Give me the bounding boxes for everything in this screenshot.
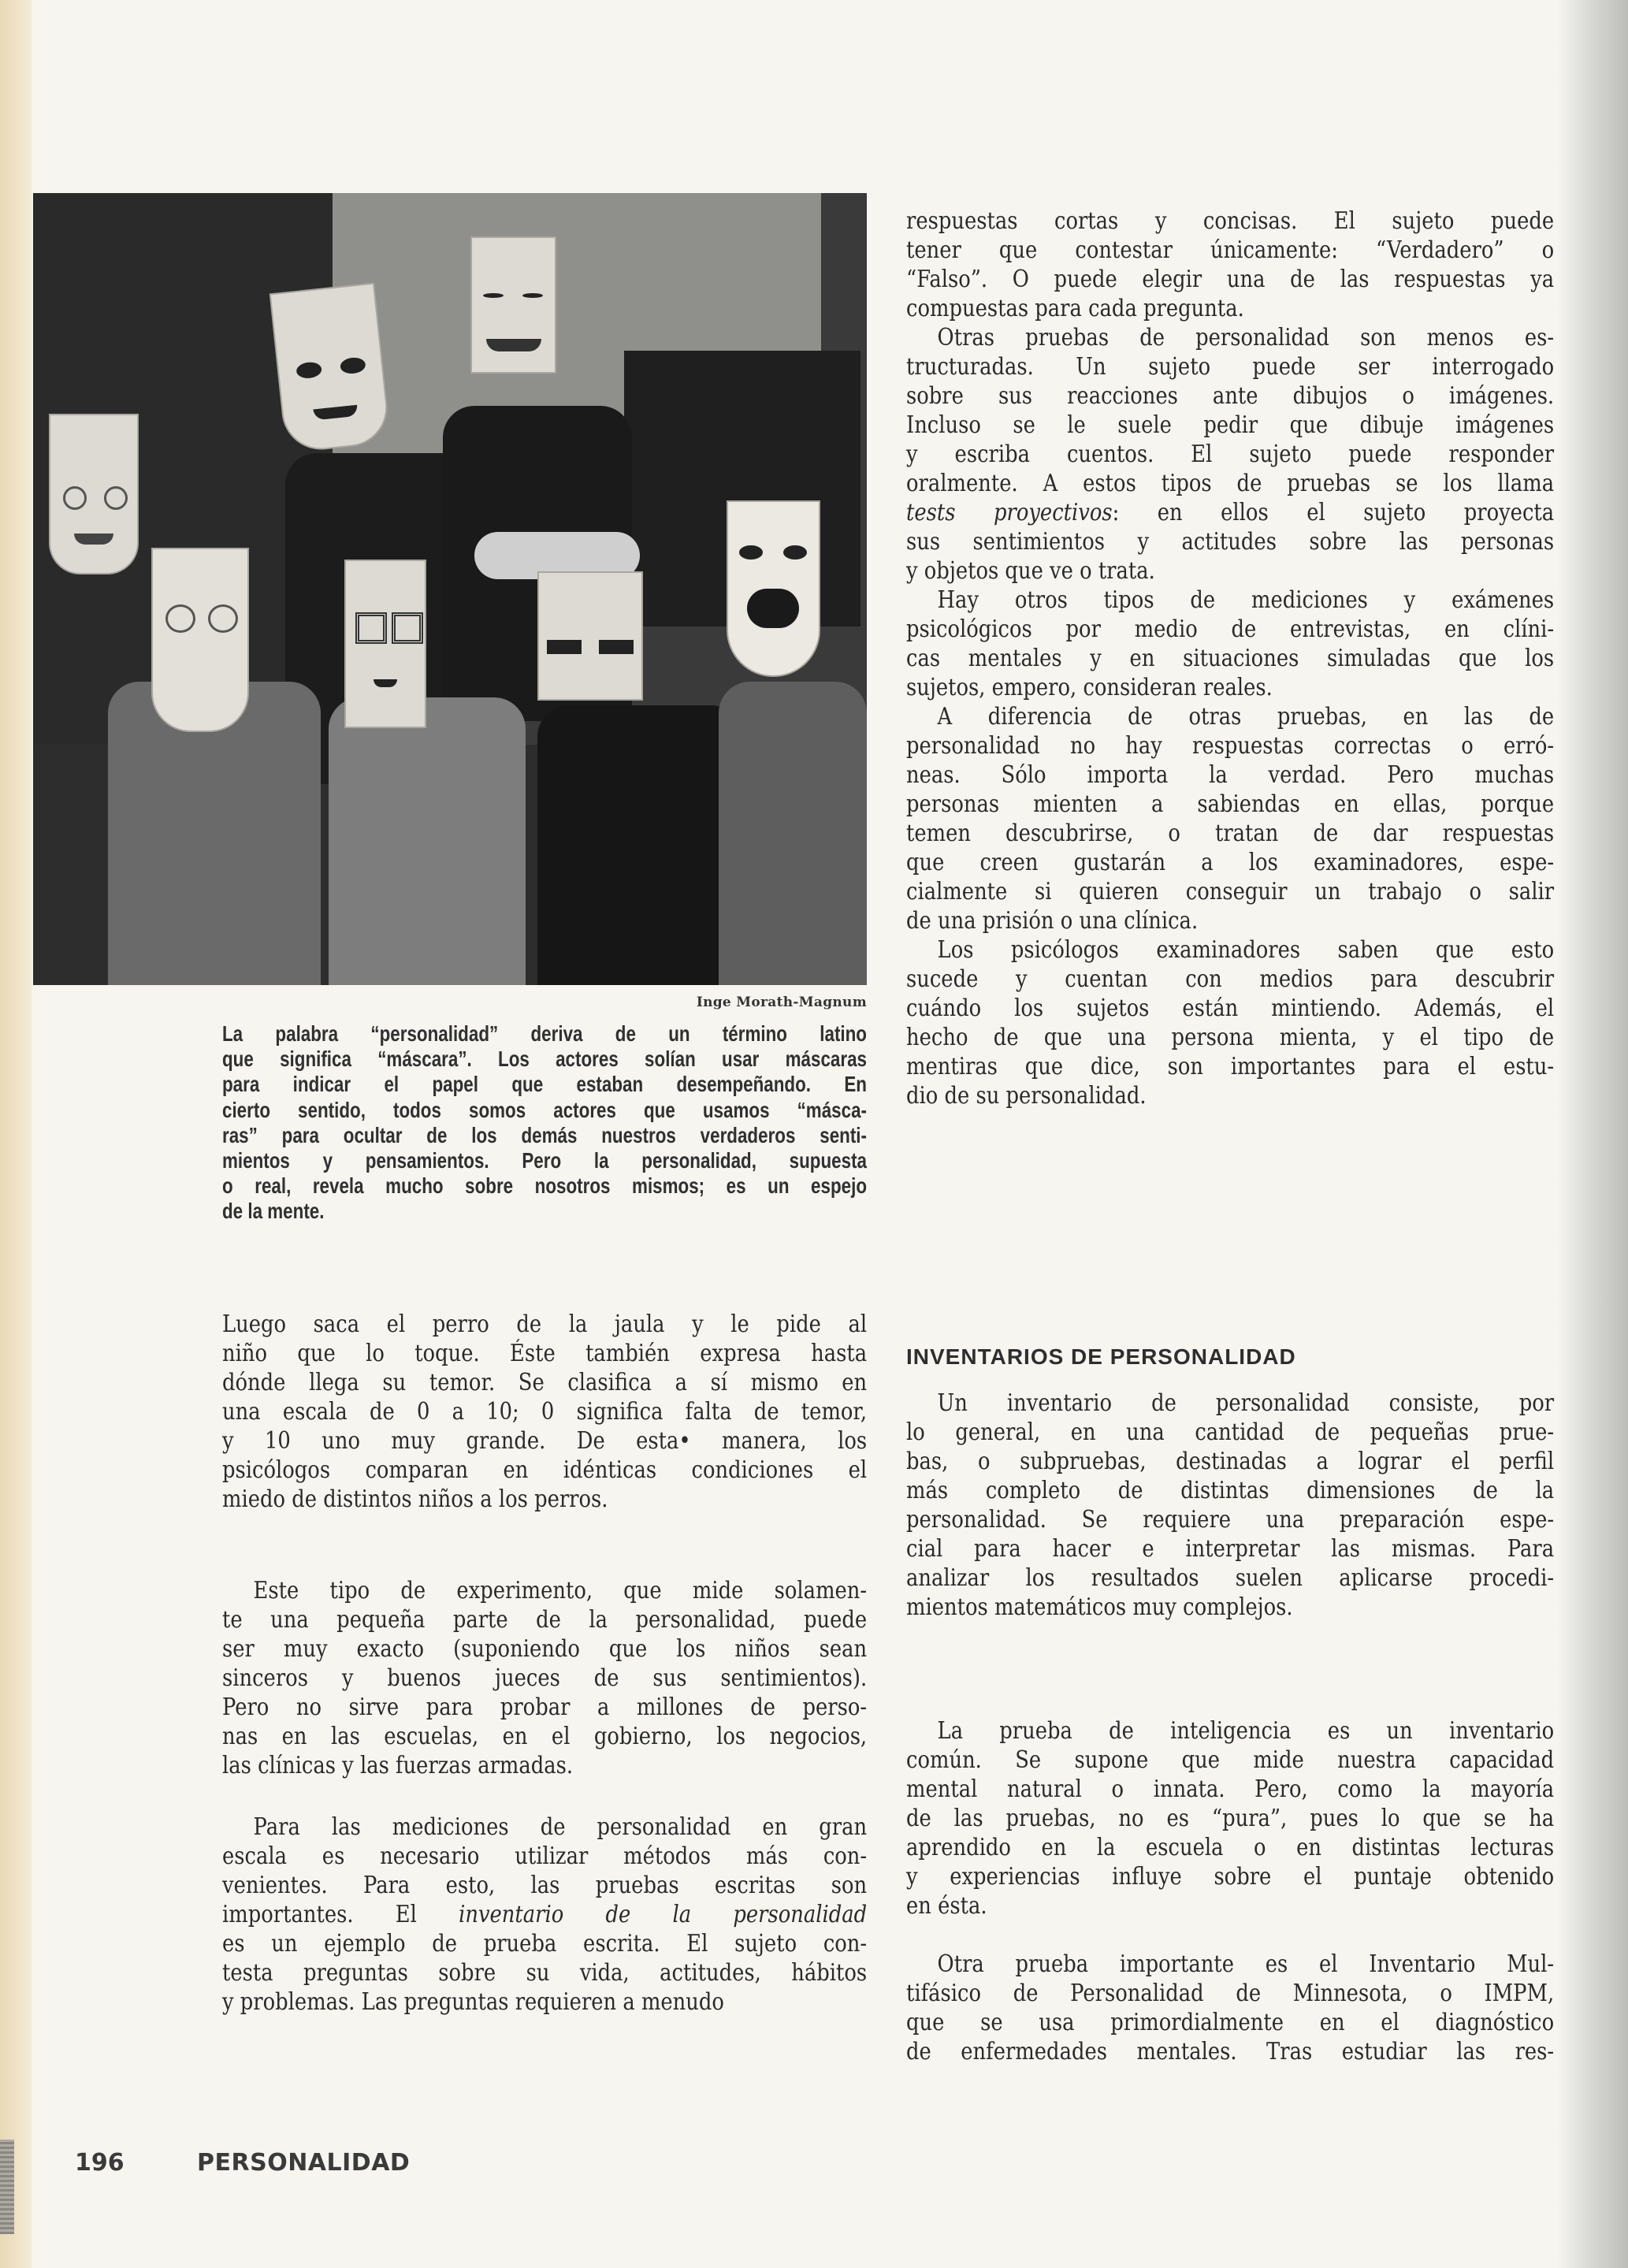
text-line: mientos matemáticos muy complejos. xyxy=(906,1593,1293,1621)
text-line: tifásico de Personalidad de Minnesota, o IMPM, xyxy=(906,1980,1555,2007)
caption-line: mientos y pensamientos. Pero la personalidad, supuesta xyxy=(222,1148,867,1173)
text-line: mentiras que dice, son importantes para el estu- xyxy=(906,1053,1555,1080)
text-fragment: importantes. El xyxy=(222,1901,459,1928)
text-line: Incluso se le suele pedir que dibuje imágenes xyxy=(906,411,1555,439)
section-heading: INVENTARIOS DE PERSONALIDAD xyxy=(906,1344,1296,1369)
text-line: las clínicas y las fuerzas armadas. xyxy=(222,1752,574,1779)
paper-bag-mask xyxy=(727,500,820,677)
text-line: una escala de 0 a 10; 0 significa falta de temor, xyxy=(222,1398,868,1426)
page-number: 196 xyxy=(75,2149,125,2177)
page-gutter-shadow xyxy=(1557,0,1628,2268)
text-line: cialmente si quieren conseguir un trabajo o salir xyxy=(906,878,1555,905)
text-line: miedo de distintos niños a los perros. xyxy=(222,1485,608,1513)
text-line: y escriba cuentos. El sujeto puede responder xyxy=(906,441,1555,468)
text-line: psicológicos por medio de entrevistas, en clíni- xyxy=(906,615,1555,643)
paper-bag-mask xyxy=(470,236,556,374)
text-line: es un ejemplo de prueba escrita. El sujeto con- xyxy=(222,1930,868,1958)
text-line: Los psicólogos examinadores saben que esto xyxy=(937,936,1555,964)
text-line: Este tipo de experimento, que mide solamen- xyxy=(253,1577,868,1604)
right-column-paragraph-8 xyxy=(906,1950,1554,2066)
italic-term: inventario de la personalidad xyxy=(459,1901,868,1928)
text-line: te una pequeña parte de la personalidad, puede xyxy=(222,1606,868,1634)
text-line: nas en las escuelas, en el gobierno, los negocios, xyxy=(222,1723,868,1750)
left-column-paragraph-2 xyxy=(222,1576,867,1780)
text-line: neas. Sólo importa la verdad. Pero muchas xyxy=(906,761,1555,789)
text-line: A diferencia de otras pruebas, en las de xyxy=(937,703,1555,731)
paper-bag-mask xyxy=(269,283,392,454)
right-column-paragraph-6 xyxy=(906,1389,1554,1622)
text-line xyxy=(906,498,1554,527)
binding-shadow xyxy=(0,2140,14,2234)
caption-line: cierto sentido, todos somos actores que usamos “másca- xyxy=(222,1097,867,1122)
text-line: cuándo los sujetos están mintiendo. Además, el xyxy=(906,995,1555,1022)
text-line: Para las mediciones de personalidad en gran xyxy=(253,1813,868,1841)
text-line: escala es necesario utilizar métodos más con- xyxy=(222,1842,868,1870)
text-line: ser muy exacto (suponiendo que los niños sean xyxy=(222,1635,868,1663)
text-line: sobre sus reacciones ante dibujos o imágenes. xyxy=(906,382,1555,410)
paper-bag-mask xyxy=(344,560,426,728)
right-column-top xyxy=(906,206,1554,1110)
text-line: bas, o subpruebas, destinadas a lograr el perfil xyxy=(906,1448,1555,1475)
text-line: personalidad no hay respuestas correctas o erró- xyxy=(906,732,1555,760)
paper-bag-mask xyxy=(537,571,643,701)
photo-caption xyxy=(222,1021,867,1225)
text-line: Luego saca el perro de la jaula y le pide al xyxy=(222,1311,868,1338)
text-fragment: : en ellos el sujeto proyecta xyxy=(1112,499,1555,526)
paper-bag-mask xyxy=(151,548,249,732)
text-line: de enfermedades mentales. Tras estudiar las res- xyxy=(906,2038,1555,2065)
text-line: venientes. Para esto, las pruebas escritas son xyxy=(222,1872,868,1899)
text-line: dio de su personalidad. xyxy=(906,1082,1147,1110)
text-line: y objetos que ve o trata. xyxy=(906,557,1155,585)
text-line: más completo de distintas dimensiones de la xyxy=(906,1477,1555,1504)
text-line: de las pruebas, no es “pura”, pues lo que se ha xyxy=(906,1805,1555,1832)
text-line: en ésta. xyxy=(906,1892,987,1920)
photo-credit: Inge Morath-Magnum xyxy=(696,995,867,1010)
right-column-paragraph-7 xyxy=(906,1716,1554,1920)
book-binding-edge xyxy=(0,0,32,2268)
masks-photograph xyxy=(33,193,867,985)
text-line xyxy=(222,1900,867,1929)
text-line: sus sentimientos y actitudes sobre las personas xyxy=(906,528,1555,556)
text-line: tener que contestar únicamente: “Verdadero” o xyxy=(906,236,1555,264)
text-line: cas mentales y en situaciones simuladas que los xyxy=(906,645,1555,672)
text-line: Otras pruebas de personalidad son menos es- xyxy=(937,324,1555,351)
text-line: mental natural o innata. Pero, como la mayoría xyxy=(906,1775,1555,1803)
caption-line: que significa “máscara”. Los actores solían usar máscaras xyxy=(222,1047,867,1072)
text-line: hecho de que una persona mienta, y el tipo de xyxy=(906,1024,1555,1051)
left-column-paragraph-3 xyxy=(222,1813,867,2017)
italic-term: tests proyectivos xyxy=(906,499,1113,526)
left-column-paragraph-1 xyxy=(222,1310,867,1514)
seated-person-2 xyxy=(329,697,526,985)
text-line: Hay otros tipos de mediciones y exámenes xyxy=(937,586,1555,614)
text-line: cial para hacer e interpretar las mismas. Para xyxy=(906,1535,1555,1563)
text-line: compuestas para cada pregunta. xyxy=(906,295,1244,322)
text-line: testa preguntas sobre su vida, actitudes, hábitos xyxy=(222,1959,868,1987)
text-line: Un inventario de personalidad consiste, por xyxy=(937,1389,1555,1417)
seated-person-4 xyxy=(719,682,867,985)
text-line: respuestas cortas y concisas. El sujeto puede xyxy=(906,207,1555,235)
text-line: que se usa primordialmente en el diagnóstico xyxy=(906,2009,1555,2036)
text-line: lo general, en una cantidad de pequeñas prue- xyxy=(906,1418,1555,1446)
caption-line: La palabra “personalidad” deriva de un término latino xyxy=(222,1021,867,1046)
seated-person-3 xyxy=(537,705,742,985)
text-line: y 10 uno muy grande. De esta• manera, los xyxy=(222,1427,868,1455)
text-line: y problemas. Las preguntas requieren a menudo xyxy=(222,1988,724,2016)
text-line: común. Se supone que mide nuestra capacidad xyxy=(906,1746,1555,1774)
text-line: temen descubrirse, o tratan de dar respuestas xyxy=(906,820,1555,847)
caption-line: ras” para ocultar de los demás nuestros verdaderos senti- xyxy=(222,1122,867,1147)
text-line: sinceros y buenos jueces de sus sentimientos). xyxy=(222,1664,868,1692)
text-line: aprendido en la escuela o en distintas lecturas xyxy=(906,1834,1555,1861)
text-line: analizar los resultados suelen aplicarse procedi- xyxy=(906,1564,1555,1592)
text-line: psicólogos comparan en idénticas condiciones el xyxy=(222,1456,868,1484)
text-line: Otra prueba importante es el Inventario Mul- xyxy=(937,1950,1555,1978)
text-line: sucede y cuentan con medios para descubrir xyxy=(906,965,1555,993)
text-line: de una prisión o una clínica. xyxy=(906,907,1199,935)
caption-line: de la mente. xyxy=(222,1199,325,1224)
text-line: “Falso”. O puede elegir una de las respuestas ya xyxy=(906,266,1555,293)
text-line: Pero no sirve para probar a millones de perso- xyxy=(222,1694,868,1721)
text-line: personas mienten a sabiendas en ellas, porque xyxy=(906,790,1555,818)
text-line: La prueba de inteligencia es un inventario xyxy=(937,1717,1555,1745)
text-line: oralmente. A estos tipos de pruebas se los llama xyxy=(906,470,1555,497)
text-line: y experiencias influye sobre el puntaje obtenido xyxy=(906,1863,1555,1891)
text-line: sujetos, empero, consideran reales. xyxy=(906,674,1273,701)
text-line: dónde llega su temor. Se clasifica a sí mismo en xyxy=(222,1369,868,1396)
text-line: tructuradas. Un sujeto puede ser interrogado xyxy=(906,353,1555,381)
caption-line: o real, revela mucho sobre nosotros mismos; es un espejo xyxy=(222,1173,867,1199)
running-title: PERSONALIDAD xyxy=(197,2149,411,2177)
caption-line: para indicar el papel que estaban desempeñando. En xyxy=(222,1072,867,1097)
text-line: que creen gustarán a los examinadores, espe- xyxy=(906,849,1555,876)
text-line: niño que lo toque. Éste también expresa hasta xyxy=(222,1340,868,1367)
paper-bag-mask xyxy=(49,414,139,574)
text-line: personalidad. Se requiere una preparación espe- xyxy=(906,1506,1555,1534)
